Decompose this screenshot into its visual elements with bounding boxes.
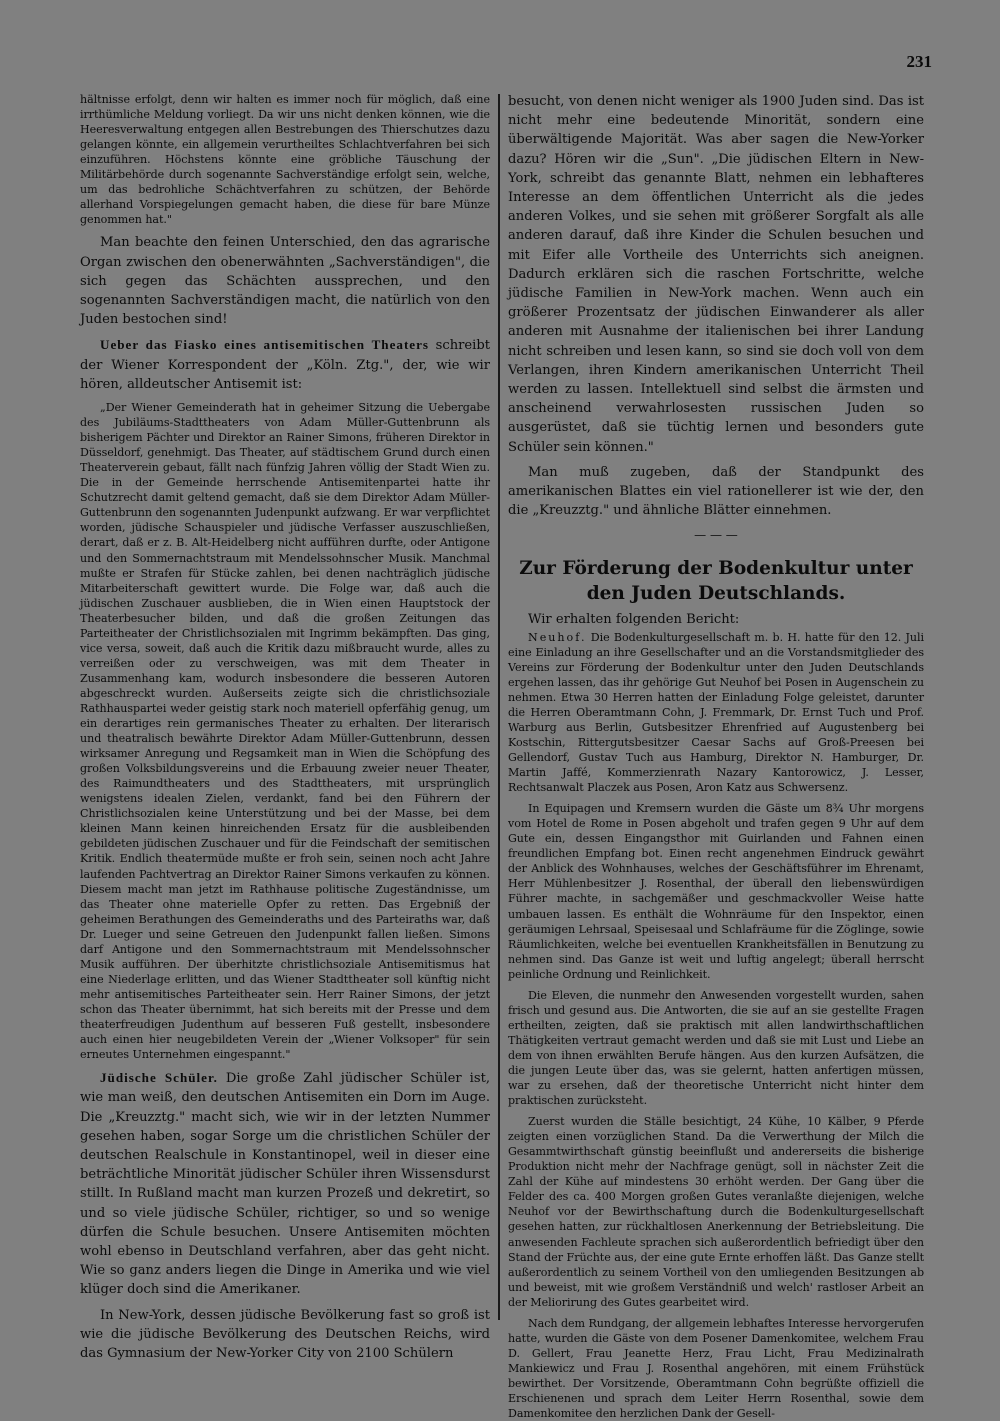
paragraph-experts: Man beachte den feinen Unterschied, den das agrarische Organ zwischen den obenerwähnten „Sachverständigen", die sich gegen das Schächten aussprechen, und den sogenannten Sachverständigen macht, die natürlich von den Juden bestochen sind! [80, 235, 490, 328]
paragraph-neuhof [508, 630, 924, 796]
paragraph-american-view: Man muß zugeben, daß der Standpunkt des amerikanischen Blattes ein viel rationellerer ist wie der, den die „Kreuzztg." und ähnliche Blätter einnehmen. [508, 464, 924, 519]
right-column [508, 92, 924, 1421]
left-column [80, 92, 490, 1361]
paragraph-neuhof-text: Die Bodenkulturgesellschaft m. b. H. hatte für den 12. Juli eine Einladung an ihre Gesellschafter und an die Vorstandsmitglieder des Vereins zur Förderung der Bodenkultur unter den Juden Deutschlands ergehen lassen, das ihr gehörige Gut Neuhof bei Posen in Augenschein zu nehmen. Etwa 30 Herren hatten der Einladung Folge geleistet, darunter die Herren Oberamtmann Cohn, J. Fremmark, Dr. Ernst Tuch und Prof. Warburg aus Berlin, Gutsbesitzer Ehrenfried auf Augustenberg bei Kostschin, Rittergutsbesitzer Caesar Sachs auf Groß-Preesen bei Gellendorf, Gustav Tuch aus Hamburg, Direktor N. Hamburger, Dr. Martin Jaffé, Kommerzienrath Nazary Kantorowicz, J. Lesser, Rechtsanwalt Placzek aus Posen, Aron Katz aus Schwersenz. [508, 630, 924, 795]
heading-jewish-pupils: Jüdische Schüler. [100, 1070, 218, 1086]
paragraph-theater-quote: „Der Wiener Gemeinderath hat in geheimer Sitzung die Uebergabe des Jubiläums-Stadttheaters von Adam Müller-Guttenbrunn als bisherigem Pächter und Direktor an Rainer Simons, früheren Direktor in Düsseldorf, genehmigt. Das Theater, auf städtischem Grund durch einen Theaterverein gebaut, fällt nach fünfzig Jahren völlig der Stadt Wien zu. Die in der Gemeinde herrschende Antisemitenpartei hatte ihr Schutzrecht damit geltend gemacht, daß sie dem Direktor Adam Müller-Guttenbrunn den sogenannten Judenpunkt aufzwang. Er war verpflichtet worden, jüdische Schauspieler und jüdische Verfasser auszuschließen, derart, daß er z. B. Alt-Heidelberg nicht aufführen durfte, oder Antigone und den Sommernachtstraum mit Mendelssohnscher Musik. Manchmal mußte er Strafen für Stücke zahlen, bei denen nachträglich jüdische Mitarbeiterschaft gewittert wurde. Die Folge war, daß auch die jüdischen Zuschauer ausblieben, die in Wien einen Hauptstock der Theaterbesucher bilden, und daß die großen Zeitungen das Parteitheater der Christlichsozialen mit Ingrimm bekämpften. Das ging, vice versa, soweit, daß auch die Kritik dazu mißbraucht wurde, alles zu verreißen oder zu verschweigen, was mit dem Theater in Zusammenhang kam, wodurch insbesondere die besseren Autoren abgeschreckt wurden. Außerseits zeigte sich die christlichsoziale Rathhauspartei weder geistig stark noch materiell opferfähig genug, um ein derartiges rein germanisches Theater zu erhalten. Der literarisch und theatralisch bewährte Direktor Adam Müller-Guttenbrunn, dessen wirksamer Anregung und Regsamkeit man in Wien die Schöpfung des großen Volksbildungsvereins und die Erbauung zweier neuer Theater, des Raimundtheaters und des Stadttheaters, mit ursprünglich wenigstens idealen Zielen, verdankt, fand bei den Führern der Christlichsozialen keine Unterstützung und bei der Masse, bei dem kleinen Mann keinen hinreichenden Ersatz für die ausbleibenden gebildeten jüdischen Zuschauer und für die Feindschaft der semitischen Kritik. Endlich theatermüde mußte er froh sein, seinen noch acht Jahre laufenden Pachtvertrag an Direktor Rainer Simons verkaufen zu können. Diesem macht man jetzt im Rathhause politische Zugeständnisse, um das Theater ohne materielle Opfer zu retten. Das Ergebniß der geheimen Berathungen des Gemeinderaths und des Parteiraths war, daß Dr. Lueger und seine Getreuen den Judenpunkt fallen ließen. Simons darf Antigone und den Sommernachtstraum mit Mendelssohnscher Musik aufführen. Der überhitzte christlichsoziale Antisemitismus hat eine Niederlage erlitten, und das Wiener Stadttheater soll künftig nicht mehr antisemitisches Parteitheater sein. Herr Rainer Simons, der jetzt schon das Theater übernimmt, hat sich bereits mit der Presse und dem theaterfreudigen Judenthum auf besseren Fuß gestellt, insbesondere auch einen hier neugebildeten Verein der „Wiener Volksoper" für sein erneutes Unternehmen eingespannt." [80, 401, 490, 1062]
paragraph-stables: Zuerst wurden die Ställe besichtigt, 24 Kühe, 10 Kälber, 9 Pferde zeigten einen vorzüglichen Stand. Da die Verwerthung der Milch die Gesammtwirthschaft günstig beeinflußt und andererseits die bisherige Produktion nicht mehr der Nachfrage genügt, soll in nächster Zeit die Zahl der Kühe auf mindestens 30 erhöht werden. Der Gang über die Felder des ca. 400 Morgen großen Gutes veranlaßte diejenigen, welche Neuhof vor der Bewirthschaftung durch die Bodenkulturgesellschaft gesehen hatten, zur rückhaltlosen Anerkennung der Betriebsleitung. Die anwesenden Fachleute sprachen sich außerordentlich befriedigt über den Stand der Früchte aus, der eine gute Ernte erhoffen läßt. Das Ganze stellt außerordentlich zu seinem Vortheil von den umliegenden Besitzungen ab und beweist, mit wie großem Verständniß und welch' rastloser Arbeit an der Meliorirung des Gutes gearbeitet wird. [508, 1115, 924, 1309]
paragraph-new-york: In New-York, dessen jüdische Bevölkerung fast so groß ist wie die jüdische Bevölkerung des Deutschen Reichs, wird das Gymnasium der New-Yorker City von 2100 Schülern [80, 1307, 490, 1361]
paragraph-theater-intro [80, 335, 490, 394]
heading-theater: Ueber das Fiasko eines antisemitischen Theaters [100, 337, 430, 353]
column-divider [498, 94, 500, 1320]
paragraph-jewish-pupils-text: Die große Zahl jüdischer Schüler ist, wie man weiß, den deutschen Antisemiten ein Dorn im Auge. Die „Kreuzztg." macht sich, wie wir in der letzten Nummer gesehen haben, sogar Sorge um die christlichen Schüler der deutschen Realschule in Konstantinopel, weil in dieser eine beträchtliche Minorität jüdischer Schüler ihren Wissensdurst stillt. In Rußland macht man kurzen Prozeß und dekretirt, so und so viele jüdische Schüler, richtiger, so und so wenige dürfen die Schule besuchen. Unsere Antisemiten möchten wohl ebenso in Deutschland verfahren, aber das geht nicht. Wie so ganz anders liegen die Dinge in Amerika und wie viel klüger doch sind die Amerikaner. [80, 1071, 490, 1298]
paragraph-arrival: In Equipagen und Kremsern wurden die Gäste um 8¾ Uhr morgens vom Hotel de Rome in Posen abgeholt und trafen gegen 9 Uhr auf dem Gute ein, dessen Eingangsthor mit Guirlanden und Fahnen einen freundlichen Empfang bot. Einen recht angenehmen Eindruck gewährt der Anblick des Wohnhauses, welches der Geschäftsführer im Ehrenamt, Herr Mühlenbesitzer J. Rosenthal, der überall den liebenswürdigen Führer machte, in sachgemäßer und geschmackvoller Weise hatte umbauen lassen. Es enthält die Wohnräume für den Inspektor, einen geräumigen Lehrsaal, Speisesaal und Schlafräume für die Zöglinge, sowie Räumlichkeiten, welche bei eventuellen Krankheitsfällen in Benutzung zu nehmen sind. Das Ganze ist weit und luftig angelegt; überall herrscht peinliche Ordnung und Reinlichkeit. [508, 802, 924, 981]
paragraph-army-slaughter: hältnisse erfolgt, denn wir halten es immer noch für möglich, daß eine irrthümliche Meldung vorliegt. Da wir uns nicht denken können, wie die Heeresverwaltung entgegen allen Bestrebungen des Thierschutzes dazu gelangen könnte, ein allgemein verurtheiltes Schlachtverfahren bei sich einzuführen. Höchstens könnte eine gröbliche Täuschung der Militärbehörde durch sogenannte Sachverständige erfolgt sein, welche, um das bedrohliche Schächtverfahren zu schützen, der Behörde allerhand Vorspiegelungen gemacht haben, die diese für bare Münze genommen hat." [80, 93, 490, 227]
section-divider: — — — [694, 528, 738, 543]
article-intro: Wir erhalten folgenden Bericht: [528, 612, 740, 628]
paragraph-theater-intro-text: schreibt der Wiener Korrespondent der „Köln. Ztg.", der, wie wir hören, alldeutscher Antisemit ist: [80, 338, 490, 392]
dateline-neuhof: Neuhof. [528, 630, 587, 644]
paragraph-breakfast: Nach dem Rundgang, der allgemein lebhaftes Interesse hervorgerufen hatte, wurden die Gäste von dem Posener Damenkomitee, welchem Frau D. Gellert, Frau Jeanette Herz, Frau Licht, Frau Medizinalrath Mankiewicz und Frau J. Rosenthal angehören, mit einem Frühstück bewirthet. Der Vorsitzende, Oberamtmann Cohn begrüßte offiziell die Erschienenen und sprach dem Leiter Herrn Rosenthal, sowie dem Damenkomitee den herzlichen Dank der Gesell- [508, 1316, 924, 1421]
page-number: 231 [906, 52, 932, 71]
article-title: Zur Förderung der Bodenkultur unter den Juden Deutschlands. [519, 558, 913, 605]
paragraph-sun-quote: besucht, von denen nicht weniger als 1900 Juden sind. Das ist nicht mehr eine bedeutende Minorität, sondern eine überwältigende Majorität. Was aber sagen die New-Yorker dazu? Hören wir die „Sun". „Die jüdischen Eltern in New-York, schreibt das genannte Blatt, nehmen ein lebhafteres Interesse an dem öffentlichen Unterricht als die jedes anderen Volkes, und sie sehen mit größerer Sorgfalt als alle anderen darauf, daß ihre Kinder die Schulen besuchen und mit Eifer alle Vortheile des Unterrichts sich aneignen. Dadurch erklären sich die raschen Fortschritte, welche jüdische Familien in New-York machen. Wenn auch ein größerer Prozentsatz der jüdischen Einwanderer als aller anderen mit Ausnahme der italienischen bei ihrer Landung nicht schreiben und lesen kann, so sind sie doch voll von dem Verlangen, ihren Kindern amerikanischen Unterricht Theil werden zu lassen. Intellektuell sind selbst die ärmsten und anscheinend verwahrlosesten russischen Juden so ausgerüstet, daß sie tüchtig lernen und besonders gute Schüler sein können." [508, 94, 924, 455]
paragraph-pupils: Die Eleven, die nunmehr den Anwesenden vorgestellt wurden, sahen frisch und gesund aus. Die Antworten, die sie auf an sie gestellte Fragen ertheilten, zeigten, daß sie praktisch mit allen landwirthschaftlichen Thätigkeiten vertraut gemacht werden und daß sie mit Lust und Liebe an dem von ihnen erwählten Berufe hängen. Aus den kurzen Aufsätzen, die die jungen Leute über das, was sie gelernt, hatten anfertigen müssen, war zu ersehen, daß der theoretische Unterricht nicht hinter dem praktischen zurücksteht. [508, 988, 924, 1108]
paragraph-jewish-pupils [80, 1068, 490, 1299]
